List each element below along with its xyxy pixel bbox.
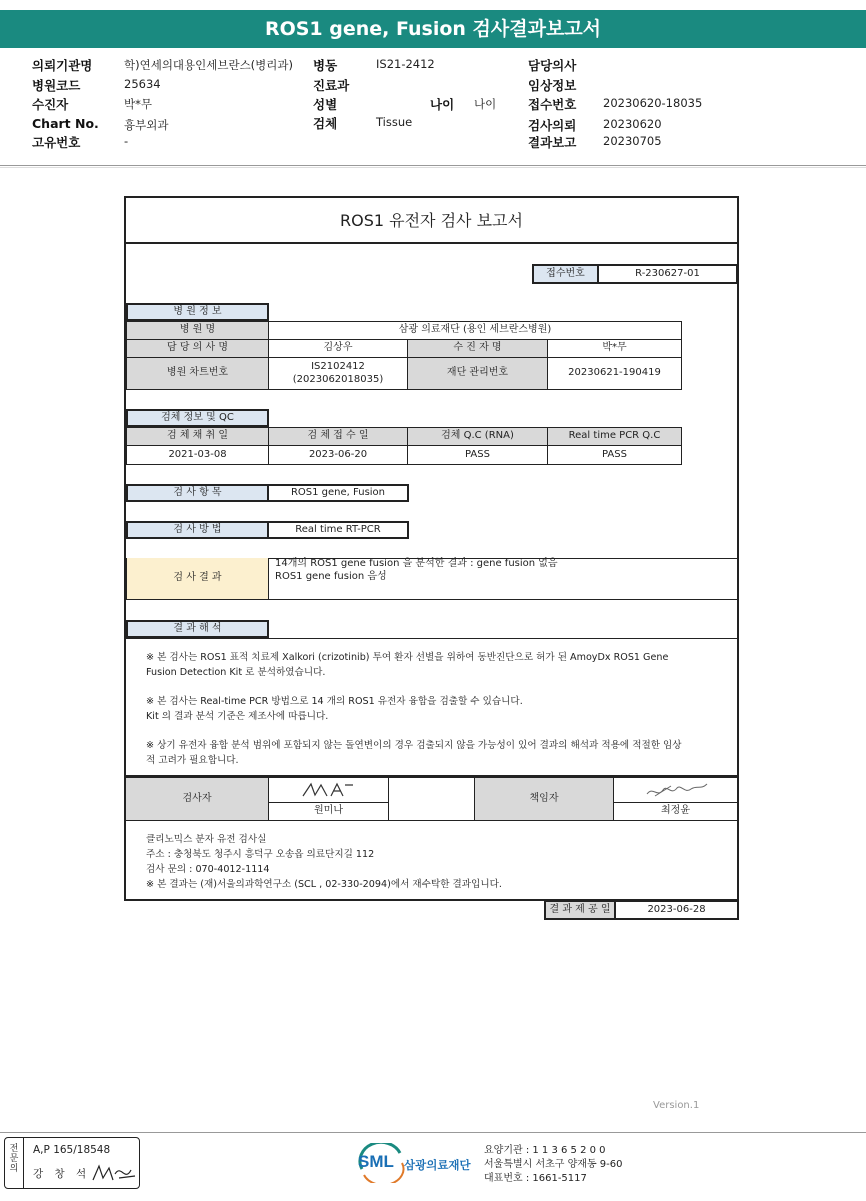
meta-value-institution: 학)연세의대용인세브란스(병리과) <box>124 58 293 72</box>
stamp-name: 강 창 석 <box>33 1168 91 1180</box>
meta-label-request-date: 검사의뢰 <box>528 118 577 133</box>
lab-note: ※ 본 결과는 (재)서울의과학연구소 (SCL , 02-330-2094)에서 재수탁한 결과입니다. <box>146 879 502 890</box>
specimen-header-receive: 검 체 접 수 일 <box>268 427 408 446</box>
interpretation-paragraph-1 <box>146 650 726 680</box>
tester-signature <box>268 777 389 803</box>
meta-label-report-date: 결과보고 <box>528 135 577 150</box>
patient-value: 박*무 <box>547 339 682 358</box>
meta-label-unique-no: 고유번호 <box>32 135 81 150</box>
result-line2: ROS1 gene fusion 음성 <box>275 570 387 582</box>
meta-label-sex: 성별 <box>313 97 338 112</box>
interpretation-paragraph-2 <box>146 694 726 724</box>
meta-label-chart-no: Chart No. <box>32 116 99 131</box>
header-divider <box>0 165 866 166</box>
manager-label: 책임자 <box>474 777 614 821</box>
specimen-value-rna-qc: PASS <box>407 445 548 465</box>
section-specimen-qc: 검체 정보 및 QC <box>126 409 269 427</box>
version-label: Version.1 <box>653 1100 700 1111</box>
stamp-vertical-label: 전문의 <box>9 1144 19 1174</box>
tester-label: 검사자 <box>126 777 269 821</box>
patient-meta <box>0 56 866 152</box>
specimen-header-pcr-qc: Real time PCR Q.C <box>547 427 682 446</box>
specimen-header-rna-qc: 검체 Q.C (RNA) <box>407 427 548 446</box>
lab-info <box>146 832 502 892</box>
interpretation-p1a: ※ 본 검사는 ROS1 표적 치료제 Xalkori (crizotinib) 투여 환자 선별을 위하여 동반진단으로 허가 된 AmoyDx ROS1 Gene <box>146 652 669 663</box>
tester-name: 원미나 <box>268 802 389 821</box>
interpretation-paragraph-3 <box>146 738 726 768</box>
meta-label-doctor: 담당의사 <box>528 58 577 73</box>
meta-label-patient: 수진자 <box>32 97 69 112</box>
interpretation-label: 결 과 해 석 <box>126 620 269 638</box>
interpretation-p1b: Fusion Detection Kit 로 분석하였습니다. <box>146 667 326 678</box>
meta-value-chart-no: 흉부외과 <box>124 118 169 132</box>
specimen-value-receive: 2023-06-20 <box>268 445 408 465</box>
meta-label-specimen: 검체 <box>313 116 338 131</box>
lab-address: 주소 : 충청북도 청주시 흥덕구 오송읍 의료단지길 112 <box>146 849 375 860</box>
stamp-signature-mark <box>91 1162 137 1184</box>
meta-value-report-date: 20230705 <box>603 134 662 148</box>
mgmt-no-label: 재단 관리번호 <box>407 357 548 390</box>
meta-value-patient: 박*무 <box>124 97 152 111</box>
test-item-label: 검 사 항 목 <box>126 484 269 502</box>
delivery-date-value: 2023-06-28 <box>614 900 739 920</box>
chart-no-value <box>268 357 408 390</box>
meta-label-institution: 의뢰기관명 <box>32 58 93 73</box>
stamp-license: A,P 165/18548 <box>33 1144 111 1156</box>
meta-label-ward: 병동 <box>313 58 338 73</box>
interpretation-p3b: 적 고려가 필요합니다. <box>146 755 239 766</box>
manager-signature-mark <box>641 780 711 800</box>
receipt-label: 접수번호 <box>532 264 599 284</box>
interpretation-top-rule <box>126 638 737 639</box>
doctor-label: 담 당 의 사 명 <box>126 339 269 358</box>
meta-value-request-date: 20230620 <box>603 117 662 131</box>
test-method-label: 검 사 방 법 <box>126 521 269 539</box>
meta-label-clinical-info: 임상정보 <box>528 78 577 93</box>
lab-contact: 검사 문의 : 070-4012-1114 <box>146 864 270 875</box>
chart-no-value-line1: IS2102412 <box>311 361 365 372</box>
hospital-name-value: 삼광 의료재단 (용인 세브란스병원) <box>268 321 682 340</box>
specimen-value-collect: 2021-03-08 <box>126 445 269 465</box>
report-title: ROS1 유전자 검사 보고서 <box>126 198 737 244</box>
interpretation-p2a: ※ 본 검사는 Real-time PCR 방법으로 14 개의 ROS1 유전자 융합을 검출할 수 있습니다. <box>146 696 523 707</box>
section-hospital-info: 병 원 정 보 <box>126 303 269 321</box>
chart-no-label: 병원 차트번호 <box>126 357 269 390</box>
manager-signature <box>613 777 737 803</box>
meta-value-unique-no: - <box>124 134 129 148</box>
test-method-value: Real time RT-PCR <box>267 521 409 539</box>
report-header-title: ROS1 gene, Fusion 검사결과보고서 <box>0 10 866 48</box>
meta-value-hospital-code: 25634 <box>124 77 161 91</box>
institution-phone: 대표번호 : 1661-5117 <box>484 1173 587 1184</box>
hospital-name-label: 병 원 명 <box>126 321 269 340</box>
institution-contact <box>484 1144 623 1186</box>
header-divider-shadow <box>0 167 866 168</box>
meta-label-department: 진료과 <box>313 78 350 93</box>
result-label: 검 사 결 과 <box>126 558 269 600</box>
lab-name: 클리노믹스 분자 유전 검사실 <box>146 834 267 845</box>
signature-blank <box>388 777 475 821</box>
meta-value-specimen: Tissue <box>376 115 413 129</box>
meta-value-receipt-no: 20230620-18035 <box>603 96 703 110</box>
test-item-value: ROS1 gene, Fusion <box>267 484 409 502</box>
sml-logo-text: SML <box>358 1152 394 1171</box>
patient-label: 수 진 자 명 <box>407 339 548 358</box>
stamp-divider <box>23 1138 24 1188</box>
footer-divider <box>0 1132 866 1133</box>
institution-code: 요양기관 : 1 1 3 6 5 2 0 0 <box>484 1145 606 1156</box>
meta-label-receipt-no: 접수번호 <box>528 97 577 112</box>
interpretation-p3a: ※ 상기 유전자 융합 분석 범위에 포함되지 않는 돌연변이의 경우 검출되지 않을 가능성이 있어 결과의 해석과 적용에 적절한 임상 <box>146 740 682 751</box>
specimen-header-collect: 검 체 채 취 일 <box>126 427 269 446</box>
institution-name: 삼광의료재단 <box>404 1158 471 1172</box>
pathologist-stamp <box>4 1137 140 1189</box>
chart-no-value-line2: (2023062018035) <box>292 373 384 385</box>
specimen-value-pcr-qc: PASS <box>547 445 682 465</box>
tester-signature-mark <box>299 780 359 800</box>
meta-label-age: 나이 <box>430 97 455 112</box>
delivery-date-label: 결 과 제 공 일 <box>544 900 616 920</box>
result-line1: 14개의 ROS1 gene fusion 을 분석한 결과 : gene fusion 없음 <box>275 558 558 569</box>
doctor-value: 김상우 <box>268 339 408 358</box>
result-value <box>268 558 737 600</box>
mgmt-no-value: 20230621-190419 <box>547 357 682 390</box>
interpretation-p2b: Kit 의 결과 분석 기준은 제조사에 따릅니다. <box>146 711 329 722</box>
meta-value-age: 나이 <box>474 97 497 111</box>
manager-name: 최정윤 <box>613 802 737 821</box>
report-frame <box>124 196 739 901</box>
meta-value-ward: IS21-2412 <box>376 57 435 71</box>
meta-label-hospital-code: 병원코드 <box>32 78 81 93</box>
institution-address: 서울특별시 서초구 양재동 9-60 <box>484 1159 623 1170</box>
receipt-value: R-230627-01 <box>597 264 738 284</box>
